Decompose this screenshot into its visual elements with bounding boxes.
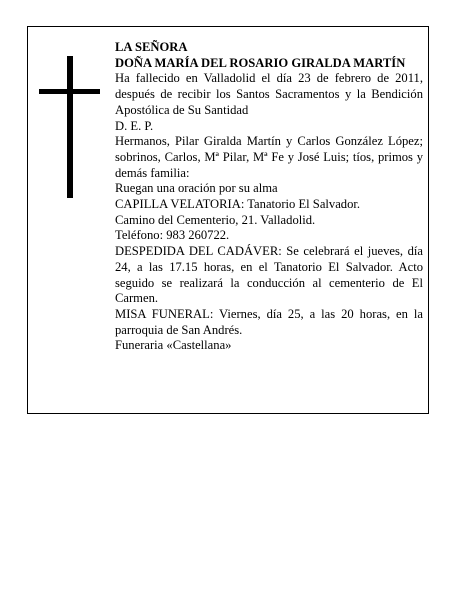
family-list: Hermanos, Pilar Giralda Martín y Carlos González López; sobrinos, Carlos, Mª Pilar, Mª Fe y José Luis; tíos, primos y demás familia:: [115, 134, 423, 180]
rip-line: D. E. P.: [115, 118, 154, 133]
death-statement: Ha fallecido en Valladolid el día 23 de febrero de 2011, después de recibir los Santos Sacramentos y la Bendición Apostólica de Su Santidad: [115, 71, 423, 117]
funeral-mass: MISA FUNERAL: Viernes, día 25, a las 20 horas, en la parroquia de San Andrés.: [115, 306, 423, 337]
prayer-request: Ruegan una oración por su alma: [115, 181, 278, 196]
notice-content: [115, 40, 423, 354]
cross-horizontal-bar: [39, 89, 100, 94]
notice-title: LA SEÑORA: [115, 40, 188, 54]
deceased-name: DOÑA MARÍA DEL ROSARIO GIRALDA MARTÍN: [115, 55, 406, 70]
chapel-phone: Teléfono: 983 260722.: [115, 228, 230, 243]
farewell-details: DESPEDIDA DEL CADÁVER: Se celebrará el jueves, día 24, a las 17.15 horas, en el Tanatorio El Salvador. Acto seguido se realizará la conducción al cementerio de El Carmen.: [115, 244, 423, 306]
funeral-home: Funeraria «Castellana»: [115, 338, 232, 353]
obituary-notice: [27, 26, 429, 414]
wake-chapel: CAPILLA VELATORIA: Tanatorio El Salvador.: [115, 197, 361, 212]
chapel-address: Camino del Cementerio, 21. Valladolid.: [115, 212, 316, 227]
cross-vertical-bar: [67, 56, 73, 198]
